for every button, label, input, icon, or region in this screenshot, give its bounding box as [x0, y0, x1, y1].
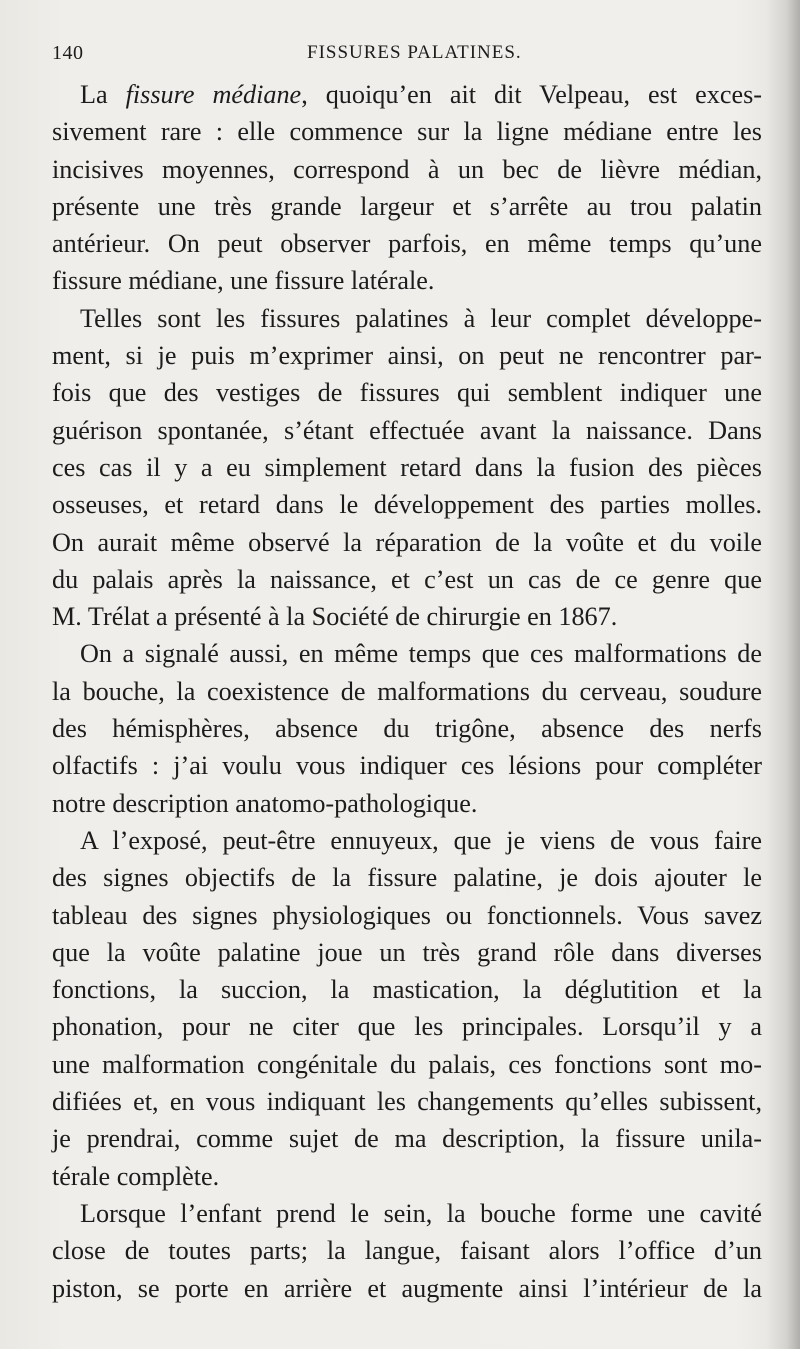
text-line: On a signalé aussi, en même temps que ces malformations de [80, 639, 762, 669]
text-line: incisives moyennes, correspond à un bec de lièvre médian, [52, 154, 762, 184]
text-line: notre description anatomo-pathologique. [52, 788, 478, 818]
text-line: difiées et, en vous indiquant les changements qu’elles subissent, [52, 1087, 762, 1117]
text-line: fois que des vestiges de fissures qui semblent indiquer une [52, 378, 762, 408]
page-number: 140 [52, 42, 84, 64]
text-line: piston, se porte en arrière et augmente ainsi l’intérieur de la [52, 1273, 762, 1303]
text-line: guérison spontanée, s’étant effectuée avant la naissance. Dans [52, 415, 762, 445]
text-line: close de toutes parts; la langue, faisant alors l’office d’un [52, 1236, 762, 1266]
text-line: la bouche, la coexistence de malformations du cerveau, soudure [52, 676, 762, 706]
text-line: La fissure médiane, quoiqu’en ait dit Velpeau, est exces- [80, 80, 762, 109]
text-line: une malformation congénitale du palais, ces fonctions sont mo- [52, 1049, 762, 1079]
text-line: sivement rare : elle commence sur la ligne médiane entre les [52, 117, 762, 147]
text-line: tableau des signes physiologiques ou fonctionnels. Vous savez [52, 900, 762, 930]
text-line: des hémisphères, absence du trigône, absence des nerfs [52, 714, 762, 744]
text-line: phonation, pour ne citer que les principales. Lorsqu’il y a [52, 1012, 762, 1042]
text-line: présente une très grande largeur et s’arrête au trou palatin [52, 191, 762, 221]
text-line: fonctions, la succion, la mastication, la déglutition et la [52, 975, 762, 1005]
text-line: ment, si je puis m’exprimer ainsi, on peut ne rencontrer par- [52, 341, 762, 371]
text-line: des signes objectifs de la fissure palatine, je dois ajouter le [52, 863, 762, 893]
text-line: A l’exposé, peut-être ennuyeux, que je viens de vous faire [80, 825, 762, 855]
page-edge-shadow [766, 0, 800, 1349]
text-line: que la voûte palatine joue un très grand rôle dans diverses [52, 937, 762, 967]
text-line: fissure médiane, une fissure latérale. [52, 266, 435, 296]
text-line: M. Trélat a présenté à la Société de chirurgie en 1867. [52, 602, 618, 632]
body-text [52, 76, 762, 1307]
text-line: osseuses, et retard dans le développement des parties molles. [52, 490, 762, 520]
text-line: ces cas il y a eu simplement retard dans la fusion des pièces [52, 452, 762, 482]
text-line: olfactifs : j’ai voulu vous indiquer ces lésions pour compléter [52, 751, 762, 781]
running-title: FISSURES PALATINES. [307, 42, 522, 63]
page-header [52, 42, 752, 70]
emphasis: fissure médiane [125, 80, 302, 109]
text-line: Telles sont les fissures palatines à leur complet développe- [80, 303, 762, 333]
text-line: Lorsque l’enfant prend le sein, la bouche forme une cavité [80, 1198, 762, 1228]
text-line: je prendrai, comme sujet de ma description, la fissure unila- [52, 1124, 762, 1154]
text-line: térale complète. [52, 1161, 220, 1191]
text-line: du palais après la naissance, et c’est un cas de ce genre que [52, 564, 762, 594]
text-line: On aurait même observé la réparation de la voûte et du voile [52, 527, 762, 557]
text-line: antérieur. On peut observer parfois, en même temps qu’une [52, 229, 762, 259]
